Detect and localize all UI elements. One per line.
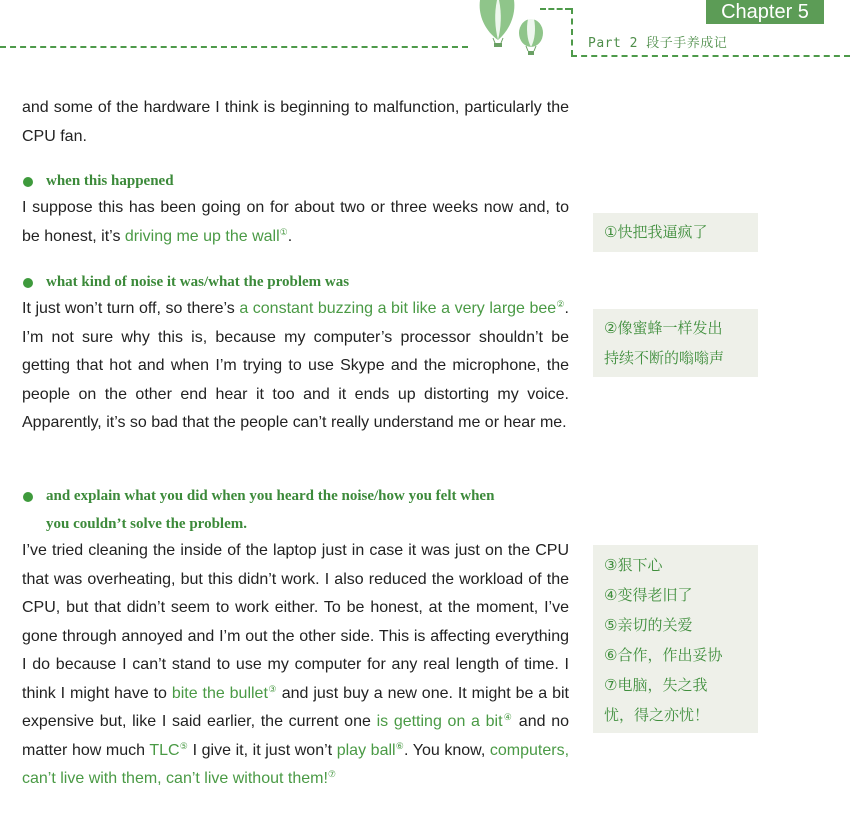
note-ref-4: ④: [502, 712, 514, 722]
section1-paragraph: [22, 194, 569, 251]
header-dashed-line-left: [0, 46, 468, 48]
note-ref-5: ⑤: [179, 740, 188, 751]
section3-paragraph: [22, 537, 569, 794]
section1-heading: [22, 167, 569, 195]
section3-highlight-5: computers, can’t live with them, can’t live without them!: [22, 741, 570, 787]
note-ref-3: ③: [267, 683, 277, 694]
note-ref-2: ②: [556, 299, 565, 309]
section3-highlight-2: is getting on a bit: [376, 713, 503, 730]
section3-heading: [22, 482, 569, 538]
section2-heading: [22, 268, 569, 296]
side-note-1: [593, 213, 758, 252]
section1-text-2: .: [287, 227, 293, 245]
section3-text-1: I’ve tried cleaning the inside of the laptop just in case it was just on the CPU that was overheating, but this didn’t work. I also reduced the workload of the CPU, but that didn’t seem to work either. To be honest, at the moment, I’ve gone through annoyed and I’m out the other side. This is affecting everything I do because I can’t stand to use my computer for any real length of time. I think I might have to: [22, 542, 569, 702]
section1-heading-text: when this happened: [46, 173, 174, 189]
section1-highlight-1: driving me up the wall: [124, 227, 280, 245]
note-line: ⑦电脑，失之我: [604, 676, 708, 694]
note-line: ①快把我逼疯了: [604, 223, 708, 241]
hot-air-balloons-icon: [474, 0, 550, 60]
note-line: ③狠下心: [604, 556, 663, 574]
section3-highlight-1: bite the bullet: [171, 684, 268, 702]
note-line: ②像蜜蜂一样发出: [604, 319, 723, 337]
note-ref-6: ⑥: [395, 740, 404, 751]
section3-text-3: and no matter how much: [22, 713, 569, 759]
section2-text-1: It just won’t turn off, so there’s: [22, 300, 240, 317]
section2-highlight-1: a constant buzzing a bit like a very large bee: [239, 300, 557, 317]
section3-heading-line2: you couldn’t solve the problem.: [46, 516, 247, 532]
section2-text-2: . I’m not sure why this is, because my computer’s processor shouldn’t be getting that hot and when I’m trying to use Skype and the microphone, the people on the other end hear it too and it ends up distorting my voice. Apparently, it’s so bad that the people can’t really understand me or hear me.: [22, 300, 569, 431]
bullet-dot-icon: [23, 492, 33, 502]
note-ref-1: ①: [279, 226, 288, 237]
note-line: ④变得老旧了: [604, 586, 693, 604]
intro-paragraph: [22, 94, 569, 151]
section2-heading-text: what kind of noise it was/what the problem was: [46, 274, 350, 290]
chapter-label: Chapter 5: [706, 0, 824, 24]
note-ref-7: ⑦: [327, 769, 336, 779]
section2-paragraph: [22, 295, 569, 438]
section3-highlight-4: play ball: [336, 741, 396, 759]
side-note-2: [593, 309, 758, 377]
header-dashed-line-right: [571, 55, 850, 57]
bullet-dot-icon: [23, 177, 33, 187]
section3-heading-line1: and explain what you did when you heard the noise/how you felt when: [46, 488, 495, 504]
note-line: 持续不断的嗡嗡声: [604, 349, 725, 367]
header-dashed-line-vertical: [571, 8, 573, 56]
section3-text-4: I give it, it just won’t: [187, 741, 337, 759]
side-note-3: [593, 545, 758, 733]
note-line: ⑥合作，作出妥协: [604, 646, 723, 664]
section3-text-5: . You know,: [403, 741, 490, 759]
note-line: 忧，得之亦忧！: [604, 706, 710, 724]
section1-text-1: I suppose this has been going on for about two or three weeks now and, to be honest, it’s: [22, 199, 569, 245]
intro-text: and some of the hardware I think is beginning to malfunction, particularly the CPU fan.: [22, 99, 569, 145]
section3-text-2: and just buy a new one. It might be a bit expensive but, like I said earlier, the current one: [22, 684, 569, 730]
bullet-dot-icon: [23, 278, 33, 288]
part-label: Part 2 段子手养成记: [588, 36, 728, 51]
section3-highlight-3: TLC: [149, 741, 180, 759]
note-line: ⑤亲切的关爱: [604, 616, 693, 634]
